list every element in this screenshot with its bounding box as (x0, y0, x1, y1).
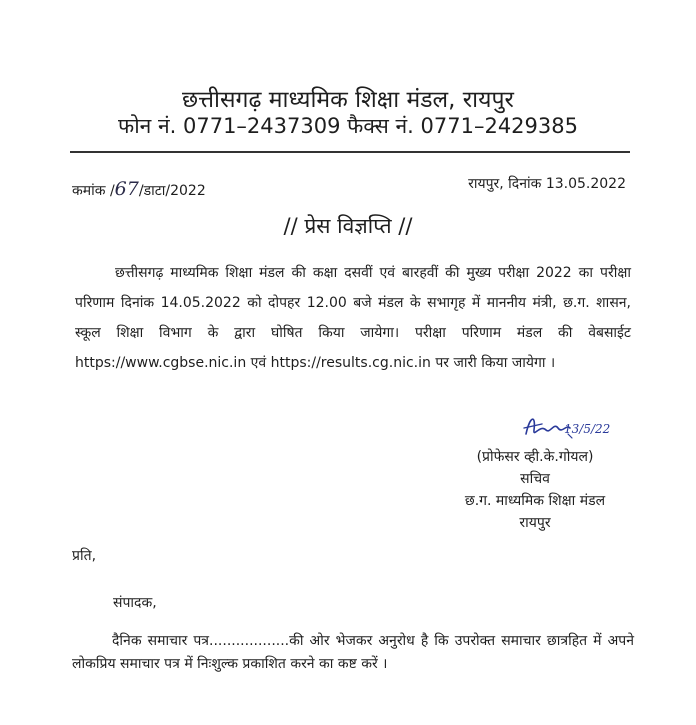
signatory-city: रायपुर (519, 515, 551, 531)
signature-date: 13/5/22 (564, 422, 611, 436)
request-text: दैनिक समाचार पत्र..................की ओर भेजकर अनुरोध है कि उपरोक्त समाचार छात्रहित में अपने लोकप्रिय समाचार पत्र में निःशुल्क प्रकाशित करने का कष्ट करें । (72, 633, 634, 672)
body-text: छत्तीसगढ़ माध्यमिक शिक्षा मंडल की कक्षा दसवीं एवं बारहवीं की मुख्य परीक्षा 2022 का परीक्षा परिणाम दिनांक 14.05.2022 को दोपहर 12.00 बजे मंडल के सभागृह में माननीय मंत्री, छ.ग. शासन, स्कूल शिक्षा विभाग के द्वारा घोषित किया जायेगा। परीक्षा परिणाम मंडल की वेबसाईट https://www.cgbse.nic.in एवं https://results.cg.nic.in पर जारी किया जायेगा । (75, 265, 631, 371)
body-paragraph (75, 258, 631, 378)
signatory-office: छ.ग. माध्यमिक शिक्षा मंडल (464, 493, 606, 509)
header-divider (70, 151, 630, 153)
signatory-block (430, 446, 640, 534)
to-label: प्रति, (72, 548, 97, 564)
signatory-designation: सचिव (520, 471, 550, 487)
reference-handwritten-number: 67 (114, 178, 139, 200)
reference-number (72, 178, 206, 200)
request-paragraph (72, 630, 634, 676)
press-release-title: // प्रेस विज्ञप्ति // (283, 214, 413, 238)
organization-name: छत्तीसगढ़ माध्यमिक शिक्षा मंडल, रायपुर (182, 87, 514, 113)
contact-line: फोन नं. 0771–2437309 फैक्स नं. 0771–2429385 (118, 114, 578, 138)
date-line: रायपुर, दिनांक 13.05.2022 (468, 176, 626, 192)
signatory-name: (प्रोफेसर व्ही.के.गोयल) (476, 449, 594, 465)
reference-prefix: कमांक / (72, 183, 115, 199)
addressee: संपादक, (113, 595, 157, 611)
reference-suffix: /डाटा/2022 (138, 183, 206, 199)
